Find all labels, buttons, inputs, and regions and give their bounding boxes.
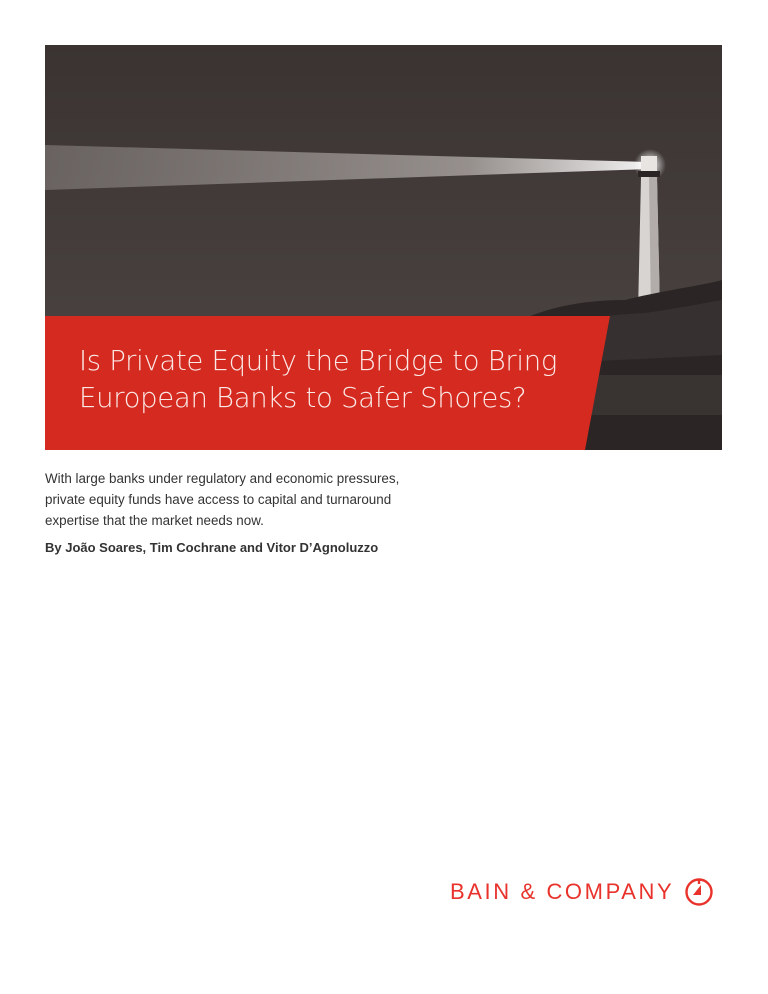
subtitle-line: private equity funds have access to capital and turnaround [45,492,392,507]
title-line: Is Private Equity the Bridge to Bring [79,345,558,377]
title-line: European Banks to Safer Shores? [79,382,527,414]
subtitle-line: With large banks under regulatory and economic pressures, [45,471,400,486]
bain-company-logo [450,877,714,907]
document-title [79,343,557,417]
compass-logo-icon [684,877,714,907]
logo-text: BAIN & COMPANY [450,879,675,904]
author-byline: By João Soares, Tim Cochrane and Vitor D’Agnoluzzo [45,540,379,555]
subtitle-line: expertise that the market needs now. [45,513,264,528]
document-subtitle [45,468,445,531]
